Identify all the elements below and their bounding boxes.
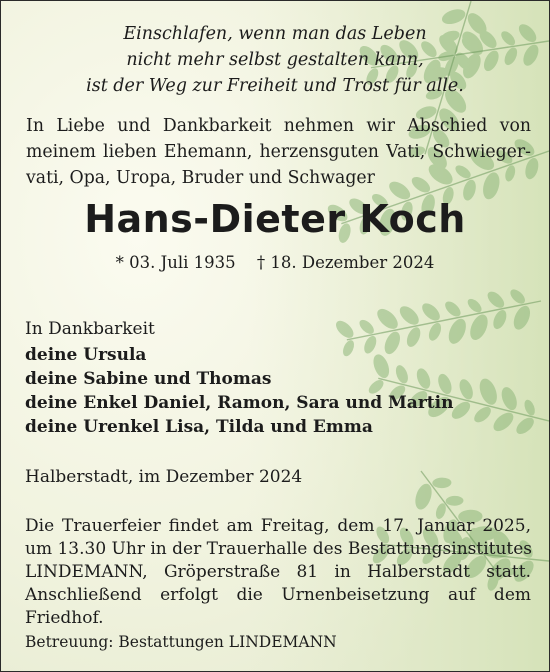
funeral-line: um 13.30 Uhr in der Trauerhalle des Bestattungsinstitutes	[25, 539, 533, 559]
place-and-date: Halberstadt, im Dezember 2024	[25, 467, 303, 487]
funeral-line: LINDEMANN, Gröperstraße 81 in Halberstadt statt.	[25, 562, 531, 582]
funeral-details	[25, 515, 531, 630]
funeral-line: Friedhof.	[25, 608, 104, 628]
funeral-line: Die Trauerfeier findet am Freitag, dem 17. Januar 2025,	[25, 516, 531, 536]
mourner-line: deine Ursula	[25, 345, 147, 365]
funeral-line: Anschließend erfolgt die Urnenbeisetzung auf dem	[25, 585, 531, 605]
poem-line: ist der Weg zur Freiheit und Trost für alle.	[86, 76, 464, 96]
poem-verse	[1, 21, 549, 99]
mourner-line: deine Sabine und Thomas	[25, 369, 272, 389]
mourners-list	[25, 343, 453, 439]
death-date: † 18. Dezember 2024	[256, 253, 435, 272]
life-dates	[1, 253, 549, 272]
mourner-line: deine Enkel Daniel, Ramon, Sara und Martin	[25, 393, 454, 413]
intro-line: vati, Opa, Uropa, Bruder und Schwager	[26, 168, 375, 188]
farewell-intro	[26, 113, 531, 191]
poem-line: nicht mehr selbst gestalten kann,	[126, 50, 424, 70]
deceased-name: Hans-Dieter Koch	[84, 197, 466, 241]
birth-date: * 03. Juli 1935	[115, 253, 236, 272]
intro-line: In Liebe und Dankbarkeit nehmen wir Abschied von	[26, 116, 531, 136]
poem-line: Einschlafen, wenn man das Leben	[123, 24, 427, 44]
mourner-line: deine Urenkel Lisa, Tilda und Emma	[25, 417, 373, 437]
gratitude-label: In Dankbarkeit	[25, 319, 155, 339]
funeral-home-credit: Betreuung: Bestattungen LINDEMANN	[25, 633, 337, 651]
intro-line: meinem lieben Ehemann, herzensguten Vati, Schwieger-	[26, 142, 531, 162]
